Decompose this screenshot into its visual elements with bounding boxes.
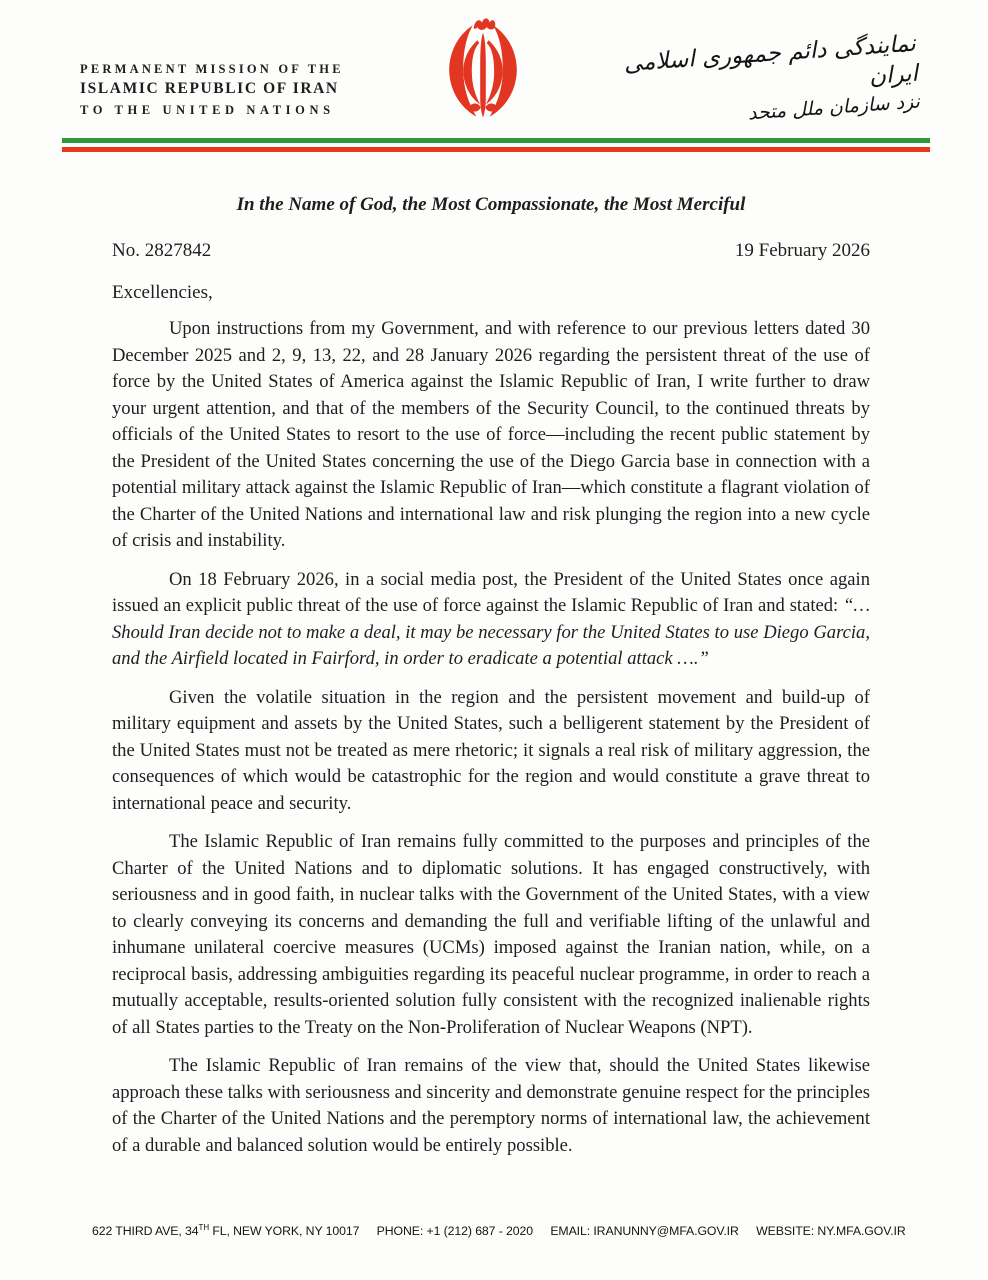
mission-line-1: PERMANENT MISSION OF THE: [80, 62, 344, 76]
rule-red: [62, 147, 930, 152]
iran-coat-of-arms-icon: [436, 16, 530, 131]
contact-footer: [92, 1223, 928, 1238]
footer-address: 622 THIRD AVE, 34TH FL, NEW YORK, NY 10017: [92, 1222, 360, 1238]
paragraph-2-quote: “… Should Iran decide not to make a deal, it may be necessary for the United States to use Diego Garcia, and the Airfield located in Fairford, in order to eradicate a potential attack ….”: [112, 595, 870, 669]
paragraph-4: The Islamic Republic of Iran remains fully committed to the purposes and principles of the Charter of the United Nations and to diplomatic solutions. It has engaged constructively, with seriousness and in good faith, in nuclear talks with the Government of the United States, with a view to clearly conveying its concerns and demanding the full and verifiable lifting of the unlawful and inhumane unilateral coercive measures (UCMs) imposed against the Iranian nation, while, on a reciprocal basis, addressing ambiguities regarding its peaceful nuclear programme, in order to reach a mutually acceptable, results-oriented solution fully consistent with the recognized inalienable rights of all States parties to the Treaty on the Non-Proliferation of Nuclear Weapons (NPT).: [112, 831, 870, 1038]
footer-phone: PHONE: +1 (212) 687 - 2020: [376, 1224, 533, 1238]
footer-website: WEBSITE: NY.MFA.GOV.IR: [756, 1224, 906, 1238]
mission-line-3: TO THE UNITED NATIONS: [80, 102, 335, 117]
farsi-line-1: نمایندگی دائم جمهوری اسلامی ایران: [622, 30, 919, 90]
invocation-line: In the Name of God, the Most Compassionate, the Most Merciful: [236, 194, 746, 215]
letter-body: [112, 194, 870, 1159]
reference-number: No. 2827842: [112, 240, 212, 261]
letter-date: 19 February 2026: [734, 240, 870, 261]
paragraph-5: The Islamic Republic of Iran remains of the view that, should the United States likewise approach these talks with seriousness and sincerity and demonstrate genuine respect for the principles of the Charter of the United Nations and the peremptory norms of international law, the achievement of a durable and balanced solution would be entirely possible.: [112, 1055, 870, 1156]
footer-email: EMAIL: IRANUNNY@MFA.GOV.IR: [550, 1224, 739, 1238]
salutation: Excellencies,: [112, 282, 213, 303]
farsi-calligraphy: [615, 30, 920, 135]
mission-name-block: [80, 60, 348, 119]
footer-address-ordinal: TH: [198, 1222, 209, 1232]
tricolor-rule: [62, 138, 930, 152]
letterhead: [0, 0, 988, 128]
paragraph-2-intro: On 18 February 2026, in a social media post, the President of the United States once again issued an explicit public threat of the use of force against the Islamic Republic of Iran and stated:: [112, 568, 870, 616]
paragraph-3: Given the volatile situation in the region and the persistent movement and build-up of military equipment and assets by the United States, such a belligerent statement by the President of the United States must not be treated as mere rhetoric; it signals a real risk of military aggression, the consequences of which would be catastrophic for the region and would constitute a grave threat to international peace and security.: [112, 686, 870, 814]
reference-row: [112, 240, 870, 262]
paragraph-2: [112, 567, 870, 673]
paragraph-1: Upon instructions from my Government, and with reference to our previous letters dated 30 December 2025 and 2, 9, 13, 22, and 28 January 2026 regarding the persistent threat of the use of force by the United States of America against the Islamic Republic of Iran, I write further to draw your urgent attention, and that of the members of the Security Council, to the continued threats by officials of the United States to resort to the use of force—including the recent public statement by the President of the United States concerning the use of the Diego Garcia base in connection with a potential military attack against the Islamic Republic of Iran—which constitute a flagrant violation of the Charter of the United Nations and international law and risk plunging the region into a new cycle of crisis and instability.: [112, 318, 870, 551]
farsi-line-2: نزد سازمان ملل متحد: [747, 90, 921, 125]
mission-line-2: ISLAMIC REPUBLIC OF IRAN: [80, 80, 339, 98]
